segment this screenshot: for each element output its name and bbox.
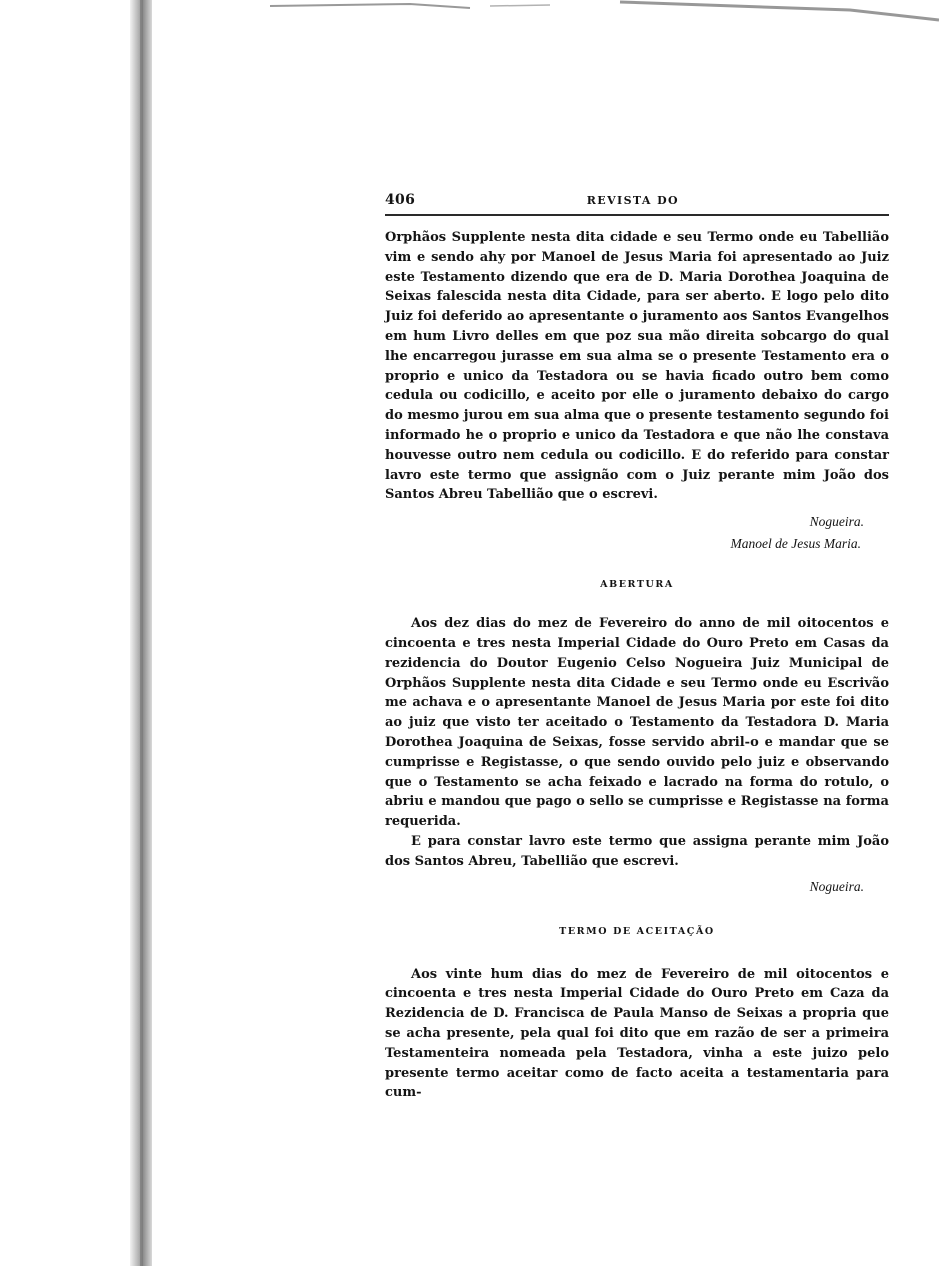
book-gutter-edge	[140, 0, 143, 1266]
page-content	[385, 192, 889, 1103]
running-title: REVISTA DO	[586, 194, 679, 207]
signature-manoel: Manoel de Jesus Maria.	[730, 536, 861, 552]
continued-paragraph: Orphãos Supplente nesta dita cidade e seu Termo onde eu Tabellião vim e sendo ahy por Manoel de Jesus Maria foi apresentado ao Juiz este Testamento dizendo que era de D. Maria Dorothea Joaquina de Seixas falescida nesta dita Cidade, para ser aberto. E logo pelo dito Juiz foi deferido ao apresentante o juramento aos Santos Evangelhos em hum Livro delles em que poz sua mão direita sobcargo do qual lhe encarregou jurasse em sua alma se o presente Testamento era o proprio e unico da Testadora ou se havia ficado outro bem como cedula ou codicillo, e aceito por elle o juramento debaixo do cargo do mesmo jurou em sua alma que o presente testamento segundo foi informado he o proprio e unico da Testadora e que não lhe constava houvesse outro nem cedula ou codicillo. E do referido para constar lavro este termo que assignão com o Juiz perante mim João dos Santos Abreu Tabellião que o escrevi.	[385, 230, 889, 503]
section-heading-termo-de-aceitacao: TERMO DE ACEITAÇÃO	[559, 925, 715, 937]
section-heading-abertura: ABERTURA	[600, 579, 674, 591]
abertura-closing-paragraph: E para constar lavro este termo que assigna perante mim João dos Santos Abreu, Tabellião que escrevi.	[385, 833, 889, 869]
abertura-paragraph: Aos dez dias do mez de Fevereiro do anno de mil oitocentos e cincoenta e tres nesta Imperial Cidade do Ouro Preto em Casas da rezidencia do Doutor Eugenio Celso Nogueira Juiz Municipal de Orphãos Supplente nesta dita Cidade e seu Termo onde eu Escrivão me achava e o apresentante Manoel de Jesus Maria por este foi dito ao juiz que visto ter aceitado o Testamento da Testadora D. Maria Dorothea Joaquina de Seixas, fosse servido abril-o e mandar que se cumprisse e Registasse, o que sendo ouvido pelo juiz e observando que o Testamento se acha feixado e lacrado na forma do rotulo, o abriu e mandou que pago o sello se cumprisse e Registasse na forma requerida.	[385, 616, 889, 830]
signature-nogueira: Nogueira.	[809, 514, 864, 530]
header-rule	[385, 214, 889, 216]
running-header	[385, 192, 889, 212]
scan-artifact-top	[150, 0, 939, 22]
aceitacao-paragraph: Aos vinte hum dias do mez de Fevereiro de mil oitocentos e cincoenta e tres nesta Imperial Cidade do Ouro Preto em Caza da Rezidencia de D. Francisca de Paula Manso de Seixas a propria que se acha presente, pela qual foi dito que em razão de ser a primeira Testamenteira nomeada pela Testadora, vinha a este juizo pelo presente termo aceitar como de facto aceita a testamentaria para cum-	[385, 966, 889, 1101]
page-number: 406	[385, 192, 416, 208]
signature-nogueira-abertura: Nogueira.	[809, 878, 864, 894]
